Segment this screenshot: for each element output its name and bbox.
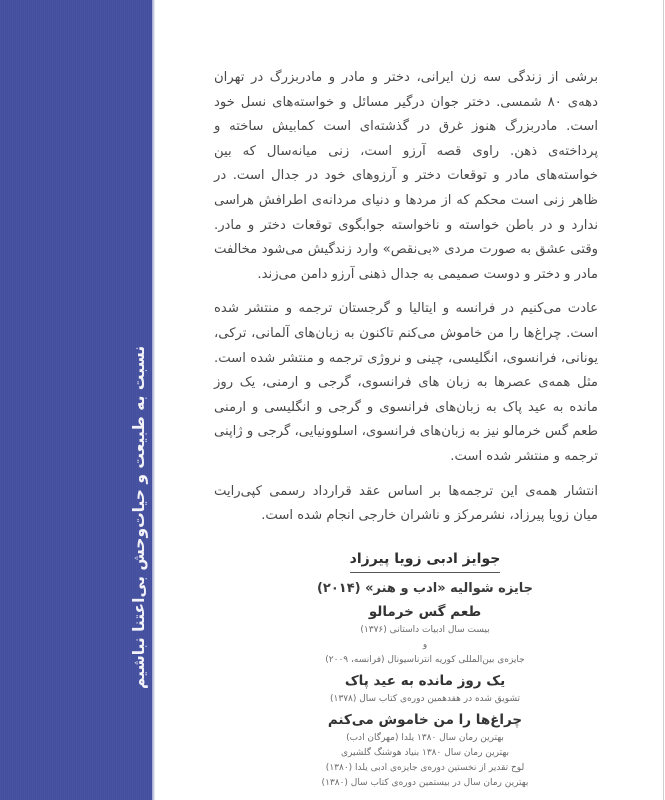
award-line: بهترین رمان سال در بیستمین دوره‌ی کتاب سال (۱۳۸۰) — [321, 778, 529, 788]
award-book-1 — [300, 601, 550, 668]
description-paragraph-3: انتشار همه‌ی این ترجمه‌ها بر اساس عقد قرارداد رسمی کپی‌رایت میان زویا پیرزاد، نشرمرکز و ناشران خارجی انجام شده است. — [214, 483, 598, 524]
awards-heading: جوایز ادبی زویا پیرزاد — [350, 549, 501, 573]
award-book-title: یک روز مانده به عید پاک — [344, 673, 506, 689]
award-book-3 — [300, 709, 550, 791]
description-paragraph-2: عادت می‌کنیم در فرانسه و ایتالیا و گرجستان ترجمه و منتشر شده است. چراغ‌ها را من خاموش می‌کنم تاکنون به زبان‌های آلمانی، ترکی، یونانی، فرانسوی، انگلیسی، چینی و نروژی ترجمه و منتشر شده است. مثل همه‌ی عصرها به زبان های فرانسوی، گرجی و ارمنی، یک روز مانده به عید پاک به زبان‌های فرانسوی و گرجی و انگلیسی و ارمنی طعم گس خرمالو نیز به زبان‌های فرانسوی، اسلوونیایی، گرجی و ژاپنی ترجمه و منتشر شده است. — [214, 301, 598, 464]
award-line: و — [422, 640, 428, 650]
award-line: تشویق شده در هفدهمین دوره‌ی کتاب سال (۱۳۷۸) — [330, 694, 520, 704]
award-book-title: چراغ‌ها را من خاموش می‌کنم — [327, 712, 523, 728]
book-description — [214, 66, 598, 539]
award-line: بهترین رمان سال ۱۳۸۰ یلدا (مهرگان ادب) — [346, 733, 504, 743]
description-paragraph-1: برشی از زندگی سه زن ایرانی، دختر و مادر و مادربزرگ در تهران دهه‌ی ۸۰ شمسی. دختر جوان درگیر مسائل و خواسته‌های نسل خود است. مادربزرگ هنوز غرق در گذشته‌ای است کمابیش ساخته و پرداخته‌ی ذهن. راوی قصه آرزو است، زنی میانه‌سال که بین خواسته‌های مادر و توقعات دختر و آرزوهای خود در جدال است. در ظاهر زنی است محکم که از مردها و دنیای مردانه‌ی اطرافش هراسی ندارد و در باطن خواسته و ناخواسته جوابگوی توقعات دختر و مادر. وقتی عشق به صورت مردی «بی‌نقص» وارد زندگیش می‌شود مخالفت مادر و دختر و دوست صمیمی به جدال ذهنی آرزو دامن می‌زند. — [214, 70, 598, 282]
award-book-2 — [300, 670, 550, 707]
award-line: لوح تقدیر از نخستین دوره‌ی جایزه‌ی ادبی یلدا (۱۳۸۰) — [325, 763, 525, 773]
award-line: جایزه‌ی بین‌المللی کوریه انترناسیونال (فرانسه، ۲۰۰۹) — [325, 655, 525, 665]
page-right-edge — [663, 0, 664, 800]
awards-section — [300, 548, 550, 791]
award-line: بیست سال ادبیات داستانی (۱۳۷۶) — [360, 625, 490, 635]
spine-title: نسبت به طبیعت و حیات‌وحش بی‌اعتنا نباشیم — [130, 346, 148, 690]
award-book-title: طعم گس خرمالو — [368, 604, 482, 620]
award-line: بهترین رمان سال ۱۳۸۰ بنیاد هوشنگ گلشیری — [341, 748, 509, 758]
spine-edge-divider — [152, 0, 155, 800]
award-chevalier: جایزه شوالیه «ادب و هنر» (۲۰۱۴) — [316, 581, 534, 596]
